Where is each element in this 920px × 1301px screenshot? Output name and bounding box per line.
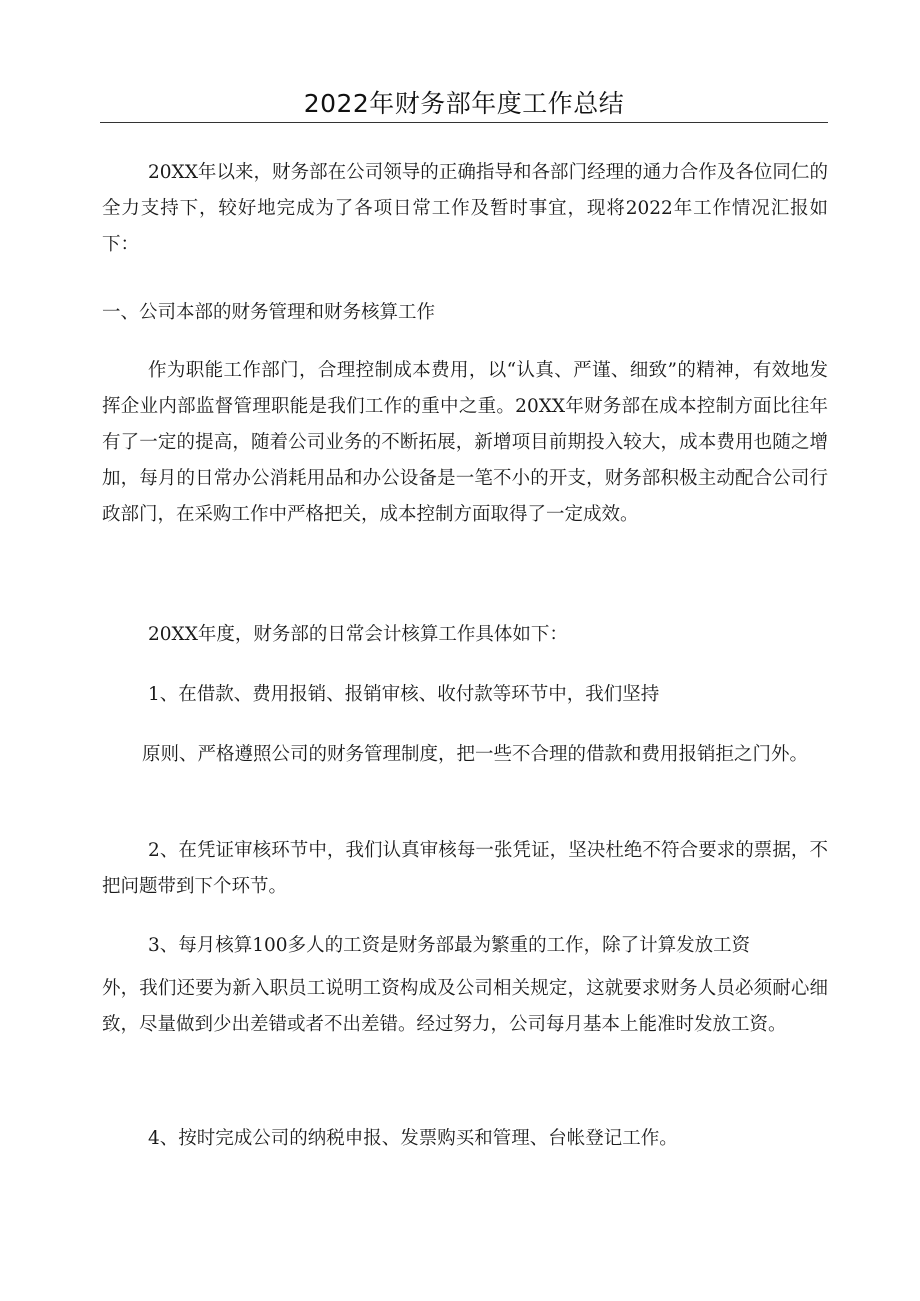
section-heading-1: 一、公司本部的财务管理和财务核算工作 (102, 302, 436, 323)
paragraph-accounting-intro: 20XX年度，财务部的日常会计核算工作具体如下： (148, 624, 568, 645)
title-block (100, 86, 828, 123)
paragraph-cost-control: 作为职能工作部门，合理控制成本费用，以“认真、严谨、细致”的精神，有效地发挥企业内部监督管理职能是我们工作的重中之重。20XX年财务部在成本控制方面比往年有了一定的提高，随着公司业务的不断拓展，新增项目前期投入较大，成本费用也随之增加，每月的日常办公消耗用品和办公设备是一笔不小的开支，财务部积极主动配合公司行政部门，在采购工作中严格把关，成本控制方面取得了一定成效。 (102, 360, 828, 525)
list-item-3: 3、每月核算100多人的工资是财务部最为繁重的工作，除了计算发放工资 (148, 935, 751, 956)
list-item-2: 2、在凭证审核环节中，我们认真审核每一张凭证，坚决杜绝不符合要求的票据，不把问题带到下个环节。 (102, 840, 828, 897)
document-title: 2022年财务部年度工作总结 (303, 89, 625, 118)
paragraph-intro: 20XX年以来，财务部在公司领导的正确指导和各部门经理的通力合作及各位同仁的全力支持下，较好地完成为了各项日常工作及暂时事宜，现将2022年工作情况汇报如下： (102, 162, 828, 255)
list-item-1: 1、在借款、费用报销、报销审核、收付款等环节中，我们坚持 (148, 684, 660, 705)
list-item-3-continued: 外，我们还要为新入职员工说明工资构成及公司相关规定，这就要求财务人员必须耐心细致，尽量做到少出差错或者不出差错。经过努力，公司每月基本上能准时发放工资。 (102, 978, 828, 1035)
list-item-4: 4、按时完成公司的纳税申报、发票购买和管理、台帐登记工作。 (148, 1128, 678, 1149)
list-item-1-continued: 原则、严格遵照公司的财务管理制度，把一些不合理的借款和费用报销拒之门外。 (142, 744, 809, 765)
